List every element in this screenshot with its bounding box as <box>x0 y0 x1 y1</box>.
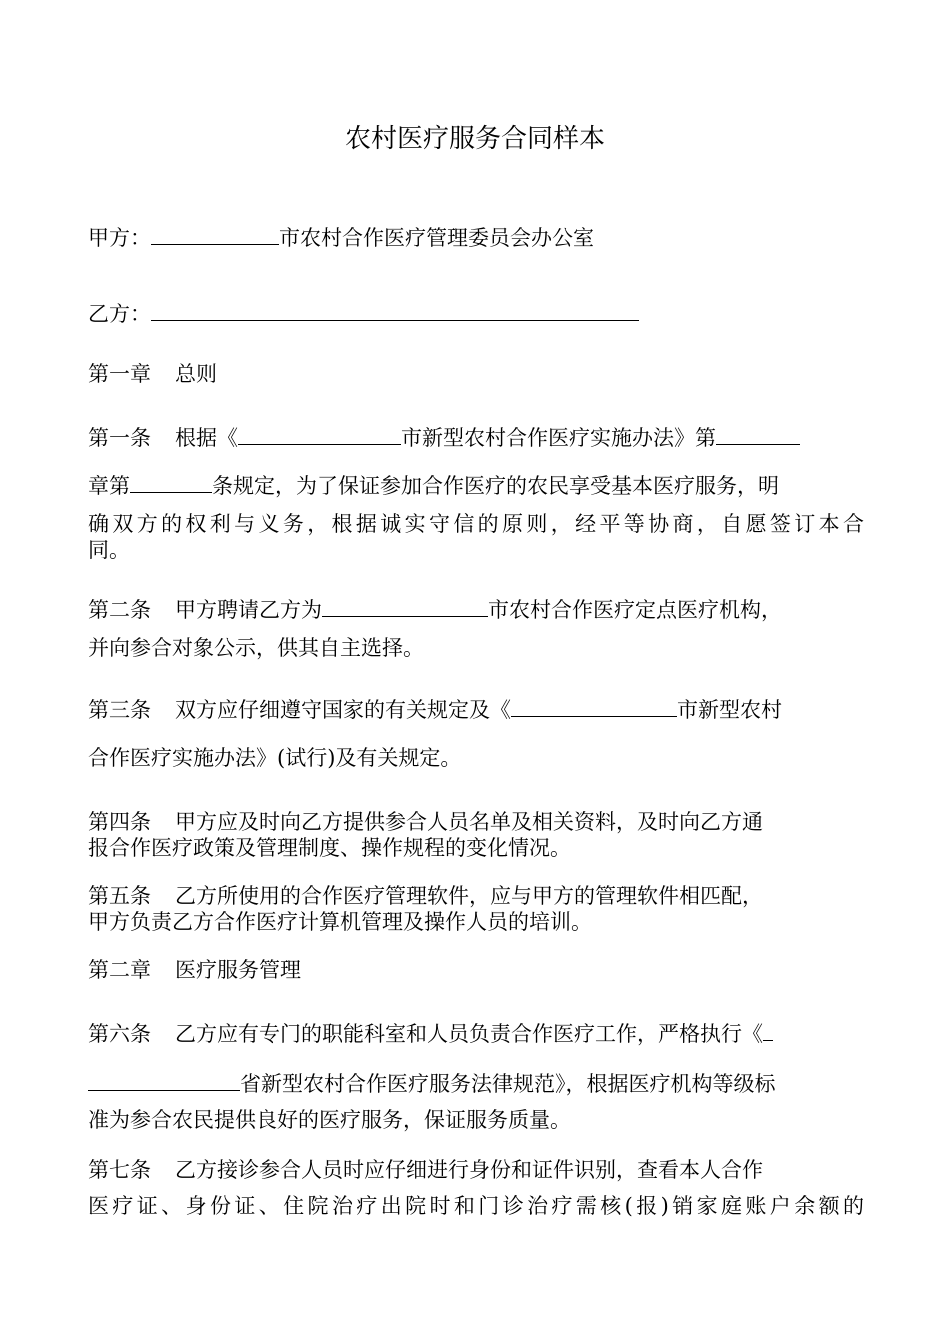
document-title: 农村医疗服务合同样本 <box>344 124 605 154</box>
article-5-line-2: 甲方负责乙方合作医疗计算机管理及操作人员的培训。 <box>88 910 592 934</box>
article-2-line-2: 并向参合对象公示，供其自主选择。 <box>88 636 424 660</box>
article-5-number: 第五条 <box>88 884 151 908</box>
article-7-line-2: 医疗证、身份证、住院治疗出院时和门诊治疗需核(报)销家庭账户余额的 <box>88 1194 864 1218</box>
party-b-blank[interactable] <box>151 298 639 321</box>
chapter-1-name: 总则 <box>175 362 217 386</box>
party-b-line <box>88 298 864 328</box>
article-6-province-blank[interactable] <box>88 1068 240 1091</box>
party-a-text: 市农村合作医疗管理委员会办公室 <box>279 226 594 250</box>
article-3-text: 双方应仔细遵守国家的有关规定及《 <box>175 698 511 722</box>
article-3-city-blank[interactable] <box>511 694 677 717</box>
article-1-article-blank[interactable] <box>130 470 212 493</box>
article-1-line-3: 确双方的权利与义务，根据诚实守信的原则，经平等协商，自愿签订本合 <box>88 512 864 536</box>
article-4-text: 甲方应及时向乙方提供参合人员名单及相关资料，及时向乙方通 <box>175 810 763 834</box>
chapter-1-number: 第一章 <box>88 362 151 386</box>
article-1-line-1 <box>88 422 864 452</box>
article-4-number: 第四条 <box>88 810 151 834</box>
article-1-text: 根据《 <box>175 426 238 450</box>
article-1-text: 市新型农村合作医疗实施办法》第 <box>401 426 716 450</box>
chapter-2-name: 医疗服务管理 <box>175 958 301 982</box>
article-1-line-4: 同。 <box>88 538 130 562</box>
article-1-number: 第一条 <box>88 426 151 450</box>
article-2-text: 甲方聘请乙方为 <box>175 598 322 622</box>
article-3-text: 市新型农村 <box>677 698 782 722</box>
article-2-text: 市农村合作医疗定点医疗机构， <box>488 598 782 622</box>
article-5-text: 乙方所使用的合作医疗管理软件，应与甲方的管理软件相匹配， <box>175 884 763 908</box>
party-a-blank[interactable] <box>151 222 279 245</box>
article-1-chapter-blank[interactable] <box>716 422 800 445</box>
article-6-line-1 <box>88 1018 864 1048</box>
article-6-province-blank-start[interactable] <box>763 1018 773 1041</box>
article-1-line-2 <box>88 470 864 500</box>
chapter-1-heading <box>88 360 864 388</box>
article-2-number: 第二条 <box>88 598 151 622</box>
article-2-line-1 <box>88 594 864 624</box>
article-7-text: 乙方接诊参合人员时应仔细进行身份和证件识别，查看本人合作 <box>175 1158 763 1182</box>
party-b-label: 乙方： <box>88 302 151 326</box>
article-1-text: 条规定，为了保证参加合作医疗的农民享受基本医疗服务，明 <box>212 474 779 498</box>
article-6-number: 第六条 <box>88 1022 151 1046</box>
article-6-text: 乙方应有专门的职能科室和人员负责合作医疗工作，严格执行《 <box>175 1022 763 1046</box>
article-3-line-1 <box>88 694 864 724</box>
article-6-line-2 <box>88 1068 864 1098</box>
article-2-city-blank[interactable] <box>322 594 488 617</box>
article-1-city-blank[interactable] <box>238 422 401 445</box>
article-6-line-3: 准为参合农民提供良好的医疗服务，保证服务质量。 <box>88 1108 571 1132</box>
party-a-label: 甲方： <box>88 226 151 250</box>
party-a-line <box>88 222 864 252</box>
article-6-text: 省新型农村合作医疗服务法律规范》，根据医疗机构等级标 <box>240 1072 776 1096</box>
article-3-number: 第三条 <box>88 698 151 722</box>
article-7-line-1 <box>88 1156 864 1184</box>
article-1-text: 章第 <box>88 474 130 498</box>
article-7-number: 第七条 <box>88 1158 151 1182</box>
article-3-line-2: 合作医疗实施办法》(试行)及有关规定。 <box>88 746 462 770</box>
chapter-2-heading <box>88 956 864 984</box>
chapter-2-number: 第二章 <box>88 958 151 982</box>
article-5-line-1 <box>88 882 864 910</box>
article-4-line-1 <box>88 808 864 836</box>
article-4-line-2: 报合作医疗政策及管理制度、操作规程的变化情况。 <box>88 836 571 860</box>
